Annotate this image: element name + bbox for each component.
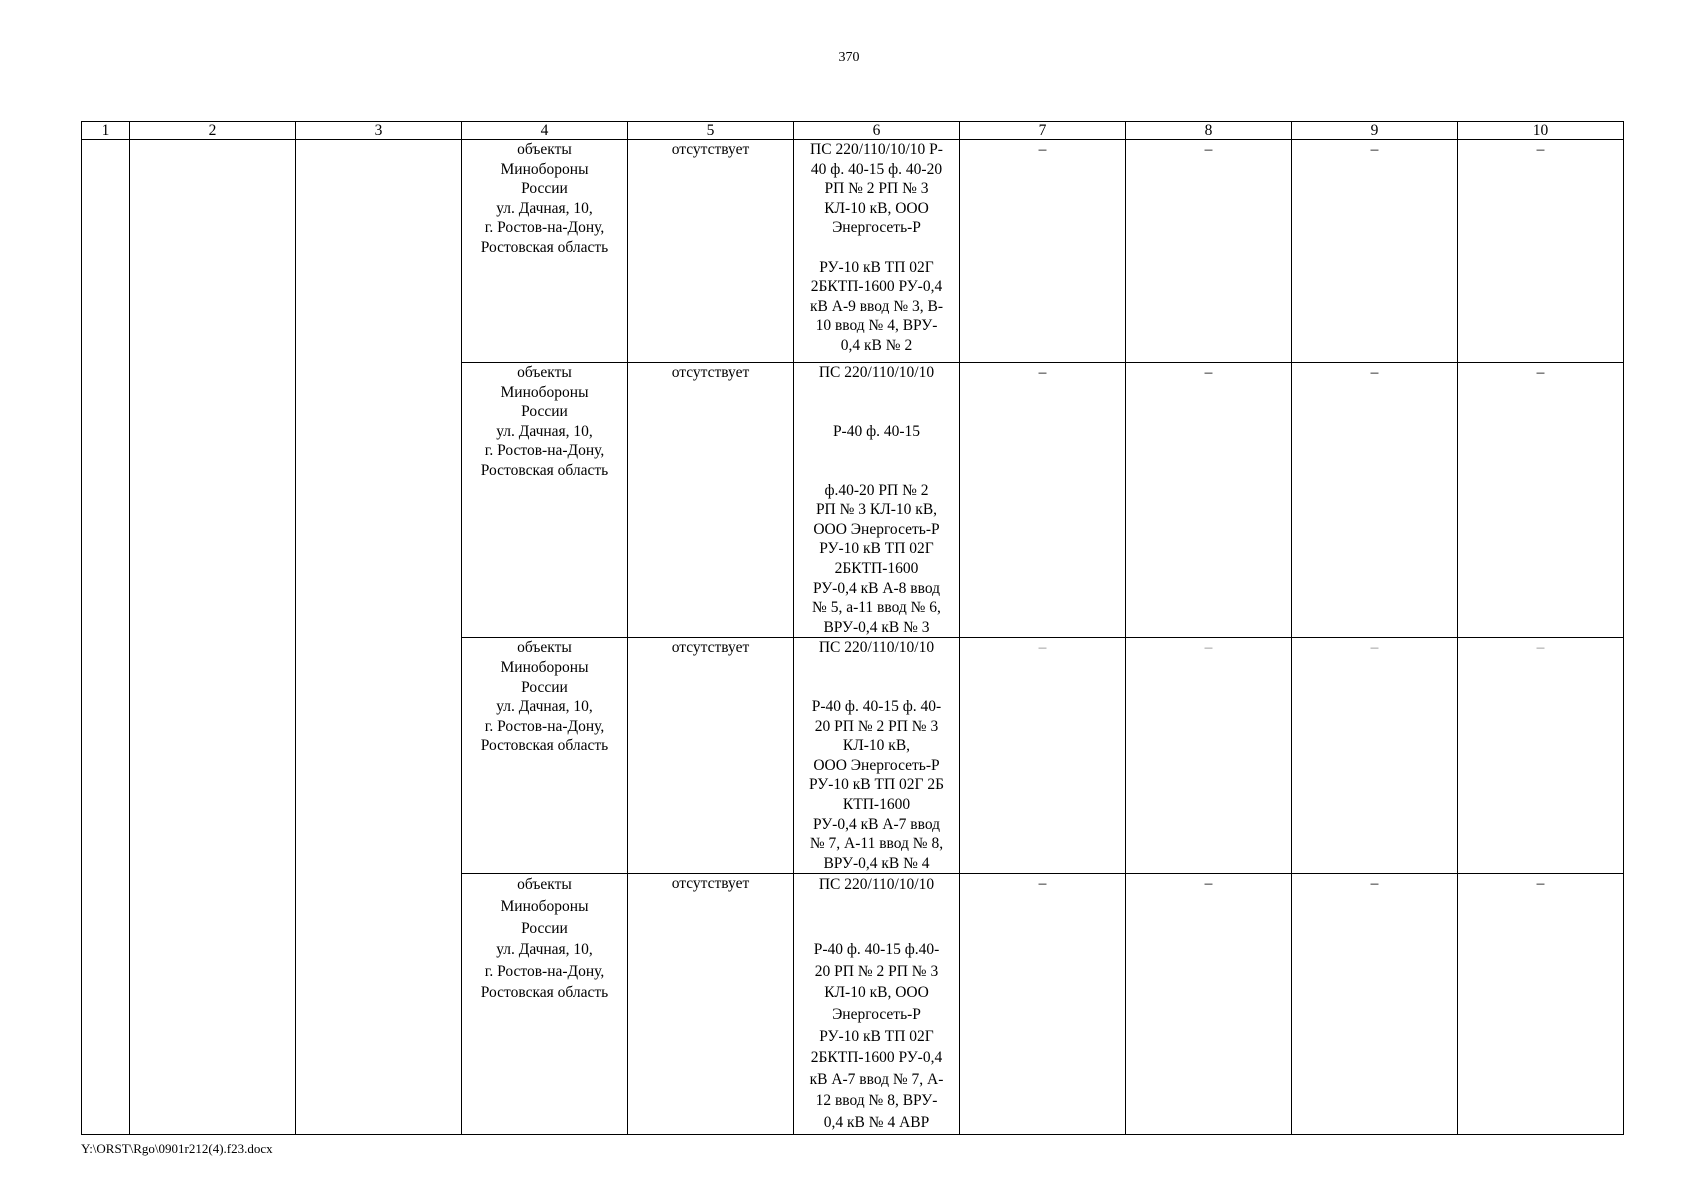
connection-scheme-cell: ПС 220/110/10/10 Р- 40 ф. 40-15 ф. 40-20 РП № 2 РП № 3 КЛ-10 кВ, ООО Энергосеть-Р РУ-10 кВ ТП 02Г 2БКТП-1600 РУ-0,4 кВ А-9 ввод № 3, В- 10 ввод № 4, ВРУ- 0,4 кВ № 2 (794, 140, 960, 363)
cell-col-2 (130, 140, 296, 1135)
dash-cell: – (1292, 638, 1458, 874)
data-table (81, 121, 1624, 1135)
facility-cell: объекты Минобороны России ул. Дачная, 10, г. Ростов-на-Дону, Ростовская область (462, 874, 628, 1134)
cell-col-1 (82, 140, 130, 1135)
connection-scheme-cell: ПС 220/110/10/10 Р-40 ф. 40-15 ф.40- 20 РП № 2 РП № 3 КЛ-10 кВ, ООО Энергосеть-Р РУ-10 кВ ТП 02Г 2БКТП-1600 РУ-0,4 кВ А-7 ввод № 7, А- 12 ввод № 8, ВРУ- 0,4 кВ № 4 АВР (794, 874, 960, 1134)
dash-cell: – (960, 874, 1126, 1134)
footer-file-path: Y:\ORST\Rgo\0901r212(4).f23.docx (81, 1141, 273, 1156)
column-header-9: 9 (1292, 122, 1458, 140)
dash-cell: – (1292, 140, 1458, 363)
dash-cell: – (1458, 874, 1624, 1134)
dash-cell: – (1458, 363, 1624, 638)
column-header-10: 10 (1458, 122, 1624, 140)
dash-cell: – (960, 638, 1126, 874)
table-row (82, 140, 1624, 363)
facility-cell: объекты Минобороны России ул. Дачная, 10, г. Ростов-на-Дону, Ростовская область (462, 363, 628, 638)
dash-cell: – (1458, 638, 1624, 874)
cell-col-3 (296, 140, 462, 1135)
status-cell: отсутствует (628, 363, 794, 638)
page-number: 370 (838, 50, 860, 65)
dash-cell: – (960, 363, 1126, 638)
facility-cell: объекты Минобороны России ул. Дачная, 10, г. Ростов-на-Дону, Ростовская область (462, 140, 628, 363)
dash-cell: – (1292, 874, 1458, 1134)
status-cell: отсутствует (628, 140, 794, 363)
header-row (82, 122, 1624, 140)
dash-cell: – (1458, 140, 1624, 363)
dash-cell: – (1126, 638, 1292, 874)
dash-cell: – (1126, 140, 1292, 363)
dash-cell: – (1126, 363, 1292, 638)
connection-scheme-cell: ПС 220/110/10/10 Р-40 ф. 40-15 ф.40-20 РП № 2 РП № 3 КЛ-10 кВ, ООО Энергосеть-Р РУ-10 кВ ТП 02Г 2БКТП-1600 РУ-0,4 кВ А-8 ввод № 5, а-11 ввод № 6, ВРУ-0,4 кВ № 3 (794, 363, 960, 638)
column-header-1: 1 (82, 122, 130, 140)
column-header-3: 3 (296, 122, 462, 140)
dash-cell: – (1292, 363, 1458, 638)
column-header-5: 5 (628, 122, 794, 140)
column-header-6: 6 (794, 122, 960, 140)
dash-cell: – (960, 140, 1126, 363)
column-header-4: 4 (462, 122, 628, 140)
status-cell: отсутствует (628, 874, 794, 1134)
connection-scheme-cell: ПС 220/110/10/10 Р-40 ф. 40-15 ф. 40- 20 РП № 2 РП № 3 КЛ-10 кВ, ООО Энергосеть-Р РУ-10 кВ ТП 02Г 2Б КТП-1600 РУ-0,4 кВ А-7 ввод № 7, А-11 ввод № 8, ВРУ-0,4 кВ № 4 (794, 638, 960, 874)
dash-cell: – (1126, 874, 1292, 1134)
facility-cell: объекты Минобороны России ул. Дачная, 10, г. Ростов-на-Дону, Ростовская область (462, 638, 628, 874)
status-cell: отсутствует (628, 638, 794, 874)
column-header-7: 7 (960, 122, 1126, 140)
column-header-8: 8 (1126, 122, 1292, 140)
column-header-2: 2 (130, 122, 296, 140)
